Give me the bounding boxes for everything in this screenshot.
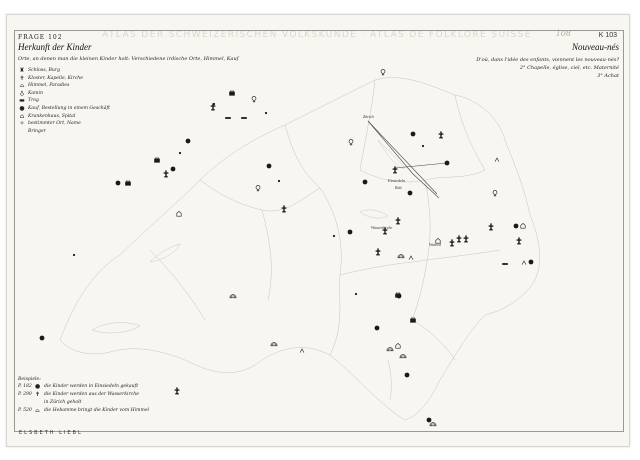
cross-map-symbol [393, 166, 398, 173]
fr-line-2: 2° Chapelle, église, ciel, etc. Maternité [519, 65, 619, 71]
castle-map-symbol [154, 157, 160, 162]
trough-map-symbol [225, 117, 231, 119]
question-title-de: Herkunft der Kinder [18, 42, 92, 52]
question-title-fr: Nouveau-nés [572, 42, 619, 52]
buy-icon: ● [19, 104, 25, 112]
legend-label: Kloster, Kapelle, Kirche [28, 75, 83, 81]
cross-map-symbol [396, 217, 401, 224]
author-credit: ELSBETH LIEBL [19, 430, 83, 436]
legend-label: Kauf, Bestellung in einem Geschäft [28, 105, 110, 111]
paradise-map-symbol [400, 355, 407, 358]
dot-map-symbol [422, 145, 424, 147]
buy-map-symbol [267, 164, 272, 169]
cross-map-symbol [450, 239, 455, 246]
cross-icon: ✝ [35, 391, 41, 398]
paradise-map-symbol [271, 343, 278, 346]
series-title: ATLAS DER SCHWEIZERISCHEN VOLKSKUNDE · ATLAS DE FOLKLORE SUISSE [102, 30, 532, 40]
legend-item [18, 75, 178, 83]
trough-icon: ▬ [19, 97, 25, 105]
buy-icon: ● [35, 383, 41, 390]
paradise-map-symbol [387, 348, 394, 351]
dot-map-symbol [73, 254, 75, 256]
buy-map-symbol [445, 161, 450, 166]
buy-map-symbol [408, 191, 413, 196]
hospital-map-symbol [177, 211, 181, 216]
chimney-map-symbol [493, 190, 497, 196]
label-einsiedeln: Einsiedeln [388, 178, 405, 183]
cross-icon: ✝ [19, 74, 25, 82]
legend-label: Bringer [28, 128, 46, 134]
cross-map-symbol [376, 248, 381, 255]
chimney-map-symbol [381, 69, 385, 75]
cross-map-symbol [457, 235, 462, 242]
chimney-map-symbol [349, 139, 353, 145]
legend-item [18, 120, 178, 128]
legend-item [18, 105, 178, 113]
examples-title: Beispiele: [18, 377, 41, 382]
legend-label: bestimmter Ort, Name [28, 121, 81, 127]
cross-map-symbol [464, 235, 469, 242]
lake-neuchatel [150, 244, 180, 262]
cross-map-symbol [439, 131, 444, 138]
question-number: FRAGE 102 [18, 34, 63, 41]
legend-label: Kamin [28, 90, 43, 96]
dot-map-symbol [355, 293, 357, 295]
place-name-icon: ✧ [19, 120, 25, 128]
buy-map-symbol [116, 181, 121, 186]
fr-line-1: D'où, dans l'idée des enfants, viennent les nouveau-nés? [476, 57, 619, 63]
dot-map-symbol [265, 112, 267, 114]
buy-map-symbol [186, 139, 191, 144]
legend-label: Schloss, Burg [28, 68, 61, 73]
chimney-map-symbol [256, 185, 260, 191]
paradise-icon: ⌓ [19, 82, 25, 90]
castle-map-symbol [410, 317, 416, 322]
chimney-icon: ♁ [19, 89, 25, 97]
question-description-fr [476, 56, 619, 80]
hospital-icon: ⌂ [19, 112, 25, 120]
example-text: in Zürich geholt [44, 400, 82, 405]
dot-map-symbol [179, 152, 181, 154]
bringer-lines [368, 121, 447, 198]
dot-map-symbol [213, 103, 215, 105]
legend-item [18, 82, 178, 90]
legend-label: Trog [28, 98, 39, 104]
caret-map-symbol [522, 261, 526, 265]
dot-map-symbol [333, 235, 335, 237]
buy-map-symbol [348, 230, 353, 235]
trough-map-symbol [502, 263, 508, 265]
example-point: P. 520 [18, 408, 32, 413]
example-row [18, 383, 218, 391]
examples-block [18, 376, 218, 415]
trough-map-symbol [241, 117, 247, 119]
buy-map-symbol [171, 167, 176, 172]
example-point: P. 182 [18, 384, 32, 389]
label-b: Rüti [395, 185, 402, 190]
cross-map-symbol [517, 237, 522, 244]
example-row [18, 399, 218, 407]
buy-map-symbol [375, 326, 380, 331]
cross-map-symbol [164, 170, 169, 177]
stamp-number: 108 [555, 29, 571, 38]
lake-maggiore [388, 360, 391, 400]
legend-item [18, 128, 178, 136]
cross-map-symbol [489, 223, 494, 230]
legend-item [18, 97, 178, 105]
label-wasserkirche: Wasserkirche [371, 225, 393, 230]
legend-label: Krankenhaus, Spital [28, 113, 76, 119]
lake-zurich [378, 140, 405, 168]
lake-geneva [92, 323, 140, 333]
fr-line-3: 3° Achat [597, 73, 619, 79]
dot-map-symbol [278, 180, 280, 182]
castle-map-symbol [229, 90, 235, 95]
castle-map-symbol [395, 292, 401, 297]
example-row [18, 407, 218, 415]
buy-map-symbol [363, 180, 368, 185]
legend-item [18, 90, 178, 98]
legend-item [18, 113, 178, 121]
buy-map-symbol [529, 260, 534, 265]
example-text: die Hebamme bringt die Kinder vom Himmel [44, 408, 150, 413]
example-row [18, 391, 218, 399]
example-text: die Kinder werden in Einsiedeln gekauft [44, 384, 139, 389]
buy-map-symbol [427, 418, 432, 423]
buy-map-symbol [40, 336, 45, 341]
hospital-map-symbol [396, 343, 400, 348]
buy-map-symbol [514, 224, 519, 229]
lake-lucerne [360, 210, 388, 218]
chimney-map-symbol [252, 96, 256, 102]
paradise-map-symbol [430, 423, 437, 426]
caret-map-symbol [300, 349, 304, 353]
cross-map-symbol [282, 205, 287, 212]
sheet-number: K 103 [598, 32, 617, 39]
buy-map-symbol [405, 373, 410, 378]
caret-map-symbol [409, 256, 413, 260]
question-description-de: Orte, an denen man die kleinen Kinder holt: Verschiedene irdische Orte, Himmel, Kauf [18, 56, 239, 62]
hospital-map-symbol [521, 223, 525, 228]
map-legend [18, 67, 178, 135]
legend-item [18, 67, 178, 75]
lakes [92, 140, 405, 400]
buy-map-symbol [411, 132, 416, 137]
paradise-map-symbol [230, 295, 237, 298]
label-a: Wattwil [429, 242, 442, 247]
caret-map-symbol [495, 158, 499, 162]
paradise-map-symbol [398, 255, 405, 258]
paradise-icon: ⌓ [35, 407, 40, 414]
castle-icon: ♜ [19, 67, 25, 74]
legend-label: Himmel, Paradies [28, 83, 70, 89]
example-text: die Kinder werden aus der Wasserkirche [44, 392, 139, 397]
castle-map-symbol [125, 180, 131, 185]
label-zurich: Zürich [363, 114, 374, 119]
example-point: P. 290 [18, 392, 32, 397]
